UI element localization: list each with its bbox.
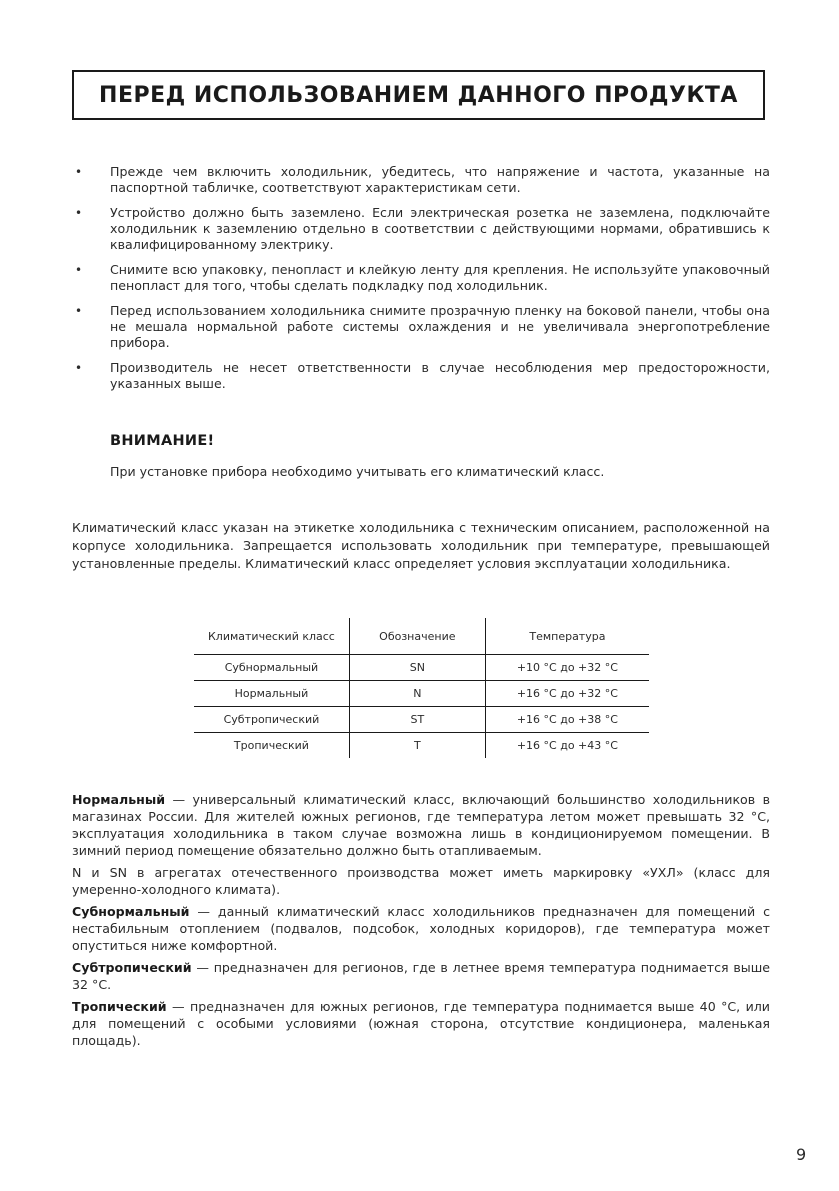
page-number: 9 <box>796 1145 807 1164</box>
subnormal-text: — данный климатический класс холодильников предназначен для помещений с нестабильным отоплением (подвалов, подсобок, холодных коридоров), где температура может опуститься ниже комфортной. <box>72 904 770 953</box>
cell-class: Субтропический <box>194 707 349 733</box>
list-item-text: Перед использованием холодильника снимите прозрачную пленку на боковой панели, чтобы она не мешала нормальной работе системы охлаждения и не увеличивала энергопотребление прибора. <box>110 303 770 350</box>
cell-designation: N <box>349 681 485 707</box>
column-header-designation: Обозначение <box>349 618 485 655</box>
column-header-class: Климатический класс <box>194 618 349 655</box>
bullet-icon: • <box>75 263 83 277</box>
list-item <box>72 164 770 196</box>
cell-class: Тропический <box>194 733 349 759</box>
class-descriptions <box>72 791 770 1054</box>
subtropical-description <box>72 959 770 993</box>
normal-term: Нормальный <box>72 792 166 807</box>
list-item-text: Устройство должно быть заземлено. Если электрическая розетка не заземлена, подключайте холодильник к заземлению отдельно в соответствии с действующими нормами, обратившись к квалифицированному электрику. <box>110 205 770 252</box>
marking-note: N и SN в агрегатах отечественного производства может иметь маркировку «УХЛ» (класс для умеренно-холодного климата). <box>72 865 770 897</box>
table-row <box>194 733 649 759</box>
subnormal-term: Субнормальный <box>72 904 190 919</box>
list-item <box>72 303 770 351</box>
page-title-box <box>72 70 765 120</box>
attention-heading: ВНИМАНИЕ! <box>110 433 215 449</box>
table-row <box>194 655 649 681</box>
table-row <box>194 707 649 733</box>
page-title: ПЕРЕД ИСПОЛЬЗОВАНИЕМ ДАННОГО ПРОДУКТА <box>99 82 738 108</box>
list-item-text: Производитель не несет ответственности в случае несоблюдения мер предосторожности, указанных выше. <box>110 360 770 391</box>
cell-temperature: +16 °C до +43 °C <box>516 739 618 752</box>
list-item <box>72 262 770 294</box>
climate-class-table <box>194 618 649 758</box>
list-item <box>72 360 770 392</box>
list-item-text: Снимите всю упаковку, пенопласт и клейкую ленту для крепления. Не используйте упаковочный пенопласт для того, чтобы сделать подкладку под холодильник. <box>110 262 770 293</box>
subnormal-description <box>72 903 770 954</box>
table-header-row <box>194 618 649 655</box>
table-row <box>194 681 649 707</box>
cell-designation: SN <box>349 655 485 681</box>
cell-temperature: +10 °C до +32 °C <box>485 655 649 681</box>
list-item-text: Прежде чем включить холодильник, убедитесь, что напряжение и частота, указанные на паспортной табличке, соответствуют характеристикам сети. <box>110 164 770 195</box>
bullet-icon: • <box>75 304 83 318</box>
cell-temperature: +16 °C до +32 °C <box>485 681 649 707</box>
column-header-temperature: Температура <box>485 618 649 655</box>
tropical-term: Тропический <box>72 999 167 1014</box>
cell-temperature: +16 °C до +38 °C <box>485 707 649 733</box>
subtropical-term: Субтропический <box>72 960 192 975</box>
bullet-icon: • <box>75 165 83 179</box>
tropical-description <box>72 998 770 1049</box>
bullet-icon: • <box>75 206 83 220</box>
climate-class-paragraph: Климатический класс указан на этикетке холодильника с техническим описанием, расположенной на корпусе холодильника. Запрещается использовать холодильник при температуре, превышающей установленные пределы. Климатический класс определяет условия эксплуатации холодильника. <box>72 520 770 571</box>
cell-designation: T <box>349 733 485 759</box>
cell-class: Нормальный <box>194 681 349 707</box>
list-item <box>72 205 770 253</box>
bullet-icon: • <box>75 361 83 375</box>
cell-designation: ST <box>349 707 485 733</box>
precautions-list <box>72 164 770 401</box>
attention-text: При установке прибора необходимо учитывать его климатический класс. <box>110 464 605 479</box>
normal-text: — универсальный климатический класс, включающий большинство холодильников в магазинах России. Для жителей южных регионов, где температура летом может превышать 32 °С, эксплуатация холодильника в таком случае возможна лишь в кондиционируемом помещении. В зимний период помещение обязательно должно быть отапливаемым. <box>72 792 770 858</box>
cell-class: Субнормальный <box>194 655 349 681</box>
normal-description <box>72 791 770 859</box>
tropical-text: — предназначен для южных регионов, где температура поднимается выше 40 °С, или для помещений с особыми условиями (южная сторона, отсутствие кондиционера, маленькая площадь). <box>72 999 770 1048</box>
subtropical-text: — предназначен для регионов, где в летнее время температура поднимается выше 32 °С. <box>72 960 770 992</box>
